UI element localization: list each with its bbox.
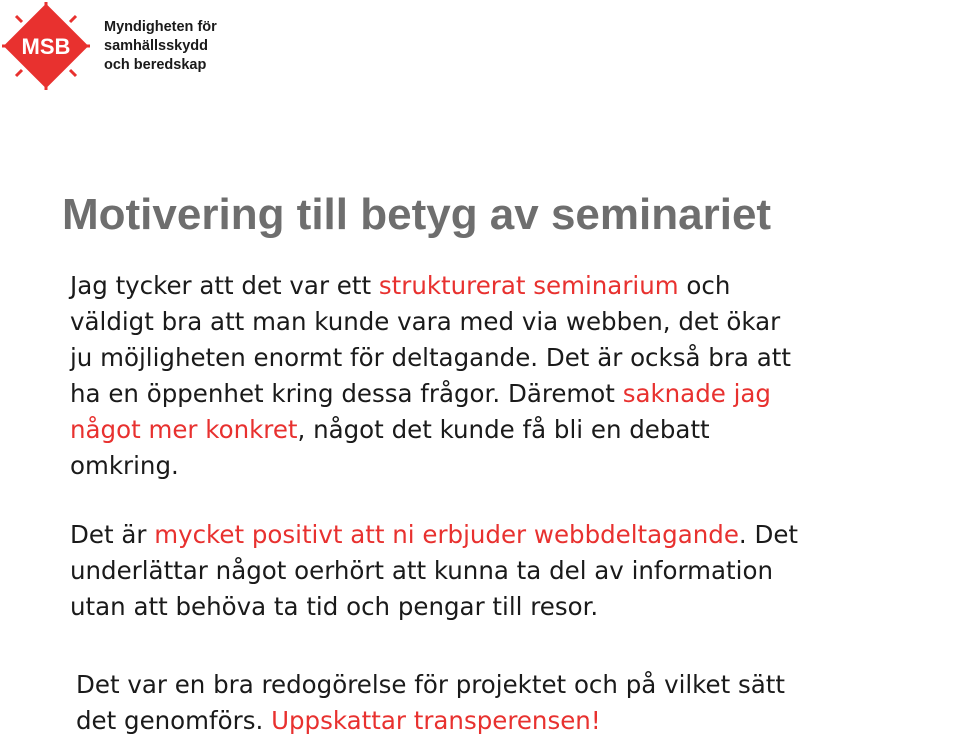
- text-run: , något det kunde få bli en debatt: [297, 415, 710, 444]
- text-run: . Det: [738, 520, 799, 549]
- msb-logo: [0, 0, 220, 92]
- text-run: ju möjligheten enormt för deltagande. Det är också bra att: [70, 343, 791, 372]
- paragraph-line: [76, 667, 785, 703]
- text-run: underlättar något oerhört att kunna ta del av information: [70, 556, 773, 585]
- highlighted-text: strukturerat seminarium: [378, 271, 679, 300]
- highlighted-text: mycket positivt att ni erbjuder webbdeltagande: [154, 520, 739, 549]
- text-run: Jag tycker att det var ett: [70, 271, 379, 300]
- paragraph-line: [70, 589, 798, 625]
- paragraph-line: [70, 448, 791, 484]
- paragraph-line: [70, 268, 791, 304]
- logo-name-line: och beredskap: [104, 57, 207, 73]
- paragraph-1: [70, 268, 791, 484]
- msb-logo-mark: [2, 2, 90, 90]
- paragraph-line: [76, 703, 785, 739]
- highlighted-text: Uppskattar transperensen!: [271, 706, 601, 735]
- text-run: det genomförs.: [76, 706, 272, 735]
- highlighted-text: något mer konkret: [70, 415, 298, 444]
- text-run: och: [678, 271, 731, 300]
- paragraph-line: [70, 340, 791, 376]
- logo-name-line: Myndigheten för: [104, 19, 217, 35]
- text-run: ha en öppenhet kring dessa frågor. Däremot: [70, 379, 623, 408]
- paragraph-line: [70, 304, 791, 340]
- paragraph-line: [70, 412, 791, 448]
- paragraph-line: [70, 553, 798, 589]
- text-run: omkring.: [70, 451, 179, 480]
- paragraph-3: [76, 667, 785, 739]
- text-run: utan att behöva ta tid och pengar till resor.: [70, 592, 599, 621]
- logo-name-line: samhällsskydd: [104, 38, 208, 54]
- page-title: Motivering till betyg av seminariet: [62, 190, 772, 239]
- paragraph-2: [70, 517, 798, 625]
- logo-mark-text: MSB: [21, 34, 71, 59]
- highlighted-text: saknade jag: [622, 379, 771, 408]
- paragraph-line: [70, 376, 791, 412]
- text-run: Det var en bra redogörelse för projektet och på vilket sätt: [76, 670, 785, 699]
- text-run: väldigt bra att man kunde vara med via webben, det ökar: [70, 307, 781, 336]
- text-run: Det är: [70, 520, 155, 549]
- paragraph-line: [70, 517, 798, 553]
- logo-agency-name: [104, 18, 217, 75]
